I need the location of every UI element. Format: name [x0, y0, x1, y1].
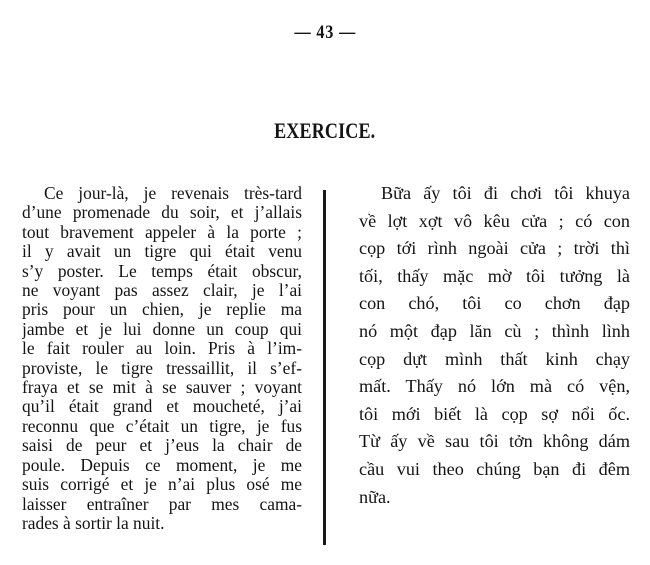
text-line: về lợt xợt vô kêu cửa ; có con	[359, 210, 630, 231]
text-line: cầu vui theo chúng bạn đi đêm	[359, 458, 630, 479]
text-line: le fait rouler au loin. Pris à l’im-	[22, 339, 302, 359]
french-text-column	[22, 184, 302, 533]
text-line: poule. Depuis ce moment, je me	[22, 455, 302, 475]
text-line: pris pour un chien, je replie ma	[22, 300, 302, 320]
text-line: rades à sortir la nuit.	[22, 513, 165, 533]
text-line: tối, thấy mặc mờ tôi tưởng là	[359, 265, 630, 286]
text-line: proviste, le tigre tressaillit, il s’ef-	[22, 358, 302, 378]
text-line: ne voyant pas assez clair, je l’ai	[22, 281, 302, 301]
text-line: tout bravement appeler à la porte ;	[22, 222, 302, 242]
page-title	[0, 118, 650, 144]
text-line: jambe et je lui donne un coup qui	[22, 319, 302, 339]
text-line: tôi mới biết là cọp sợ nổi ốc.	[359, 403, 630, 424]
text-line: mất. Thấy nó lớn mà có vện,	[359, 376, 630, 397]
page-number	[0, 22, 650, 44]
column-divider	[323, 190, 326, 545]
text-line: d’une promenade du soir, et j’allais	[22, 203, 302, 223]
text-line: suis corrigé et je n’ai plus osé me	[22, 475, 302, 495]
text-line: fraya et se mit à se sauver ; voyant	[22, 378, 302, 398]
text-line: con chó, tôi co chơn đạp	[359, 293, 630, 314]
text-line: Từ ấy về sau tôi tởn không dám	[359, 431, 630, 452]
text-line: cọp tới rình ngoài cửa ; trời thì	[359, 238, 630, 259]
text-line: saisi de peur et j’eus la chair de	[22, 436, 302, 456]
text-line: cọp dựt mình thất kinh chạy	[359, 348, 630, 369]
page-title-text: EXERCICE.	[274, 118, 376, 143]
text-line: il y avait un tigre qui était venu	[22, 242, 302, 262]
text-line: s’y poster. Le temps était obscur,	[22, 261, 302, 281]
page-number-text: — 43 —	[294, 22, 356, 43]
text-line: nữa.	[359, 486, 391, 507]
text-line: nó một đạp lăn cù ; thình lình	[359, 320, 630, 341]
text-line: qu’il était grand et moucheté, j’ai	[22, 397, 302, 417]
text-line: Ce jour-là, je revenais très-tard	[44, 184, 302, 203]
text-line: Bữa ấy tôi đi chơi tôi khuya	[381, 183, 630, 203]
vietnamese-text-column	[359, 180, 630, 511]
text-line: laisser entraîner par mes cama-	[22, 494, 302, 514]
text-line: reconnu que c’était un tigre, je fus	[22, 416, 302, 436]
